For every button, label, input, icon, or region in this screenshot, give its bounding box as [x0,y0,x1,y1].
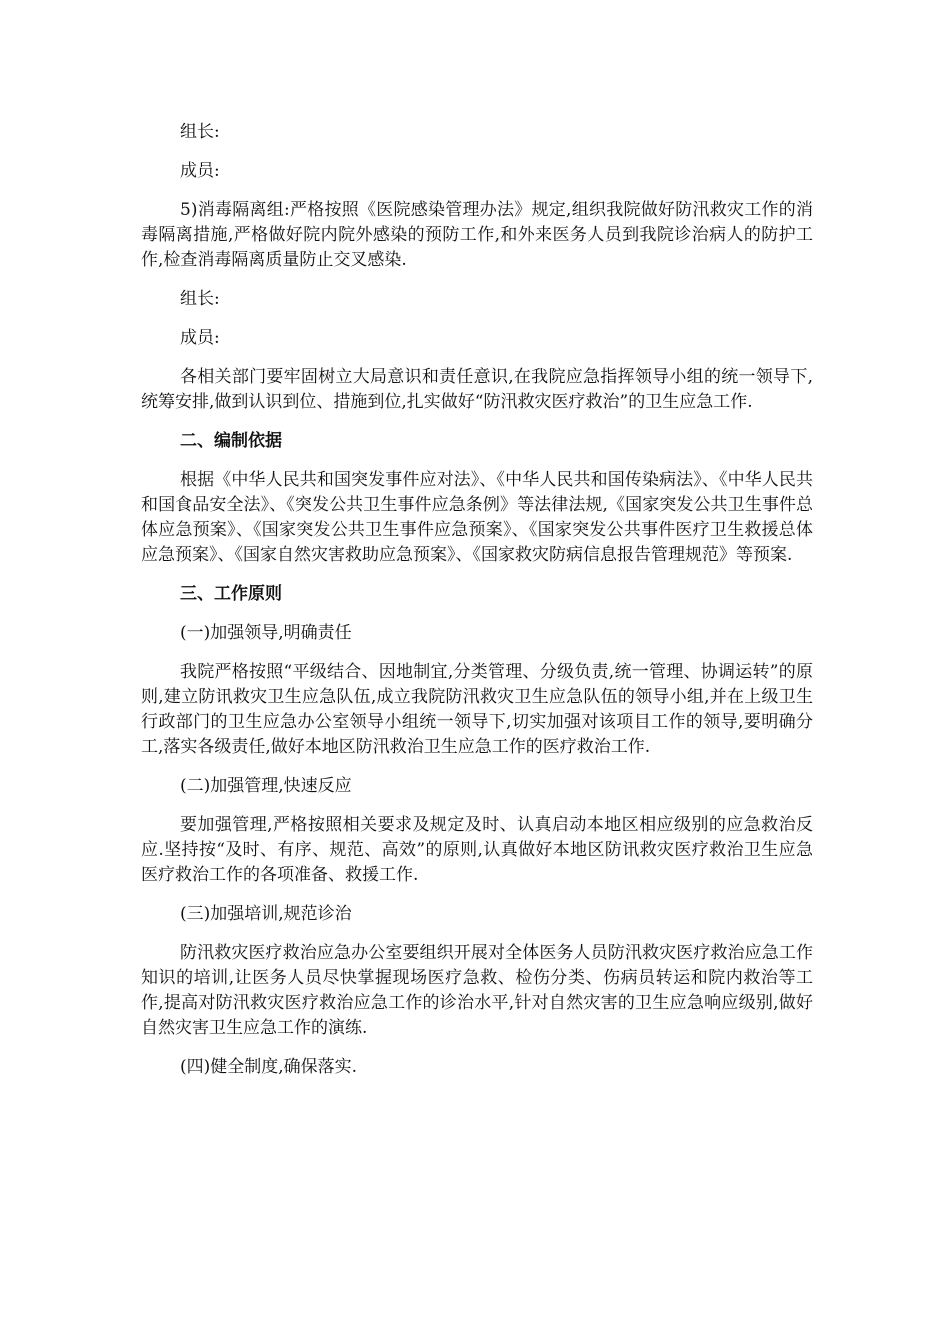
principle-3-paragraph: 防汛救灾医疗救治应急办公室要组织开展对全体医务人员防汛救灾医疗救治应急工作知识的培训,让医务人员尽快掌握现场医疗急救、检伤分类、伤病员转运和院内救治等工作,提高对防汛救灾医疗救治应急工作的诊治水平,针对自然灾害的卫生应急响应级别,做好自然灾害卫生应急工作的演练. [141,943,813,1038]
disinfection-group-paragraph: 5)消毒隔离组:严格按照《医院感染管理办法》规定,组织我院做好防汛救灾工作的消毒隔离措施,严格做好院内院外感染的预防工作,和外来医务人员到我院诊治病人的防护工作,检查消毒隔离质量防止交叉感染. [141,200,813,270]
section-heading-basis: 二、编制依据 [180,431,282,451]
principle-3-title: (三)加强培训,规范诊治 [180,904,352,924]
principle-2-title: (二)加强管理,快速反应 [180,776,352,796]
section-heading-principles: 三、工作原则 [180,584,282,604]
members-label: 成员: [180,161,220,181]
basis-paragraph: 根据《中华人民共和国突发事件应对法》、《中华人民共和国传染病法》、《中华人民共和国食品安全法》、《突发公共卫生事件应急条例》等法律法规,《国家突发公共卫生事件总体应急预案》、《国家突发公共卫生事件应急预案》、《国家突发公共事件医疗卫生救援总体应急预案》、《国家自然灾害救助应急预案》、《国家救灾防病信息报告管理规范》等预案. [141,470,813,565]
principle-1-title: (一)加强领导,明确责任 [180,623,352,643]
departments-note-paragraph: 各相关部门要牢固树立大局意识和责任意识,在我院应急指挥领导小组的统一领导下,统筹安排,做到认识到位、措施到位,扎实做好“防汛救灾医疗救治”的卫生应急工作. [141,367,813,412]
principle-2-paragraph: 要加强管理,严格按照相关要求及规定及时、认真启动本地区相应级别的应急救治反应.坚持按“及时、有序、规范、高效”的原则,认真做好本地区防讯救灾医疗救治卫生应急医疗救治工作的各项准备、救援工作. [141,815,813,885]
principle-4-title: (四)健全制度,确保落实. [180,1057,358,1077]
document-body [141,120,813,1080]
members-label: 成员: [180,328,220,348]
leader-label: 组长: [180,122,220,142]
leader-label: 组长: [180,289,220,309]
principle-1-paragraph: 我院严格按照“平级结合、因地制宜,分类管理、分级负责,统一管理、协调运转”的原则,建立防讯救灾卫生应急队伍,成立我院防汛救灾卫生应急队伍的领导小组,并在上级卫生行政部门的卫生应急办公室领导小组统一领导下,切实加强对该项目工作的领导,要明确分工,落实各级责任,做好本地区防汛救治卫生应急工作的医疗救治工作. [141,662,813,757]
